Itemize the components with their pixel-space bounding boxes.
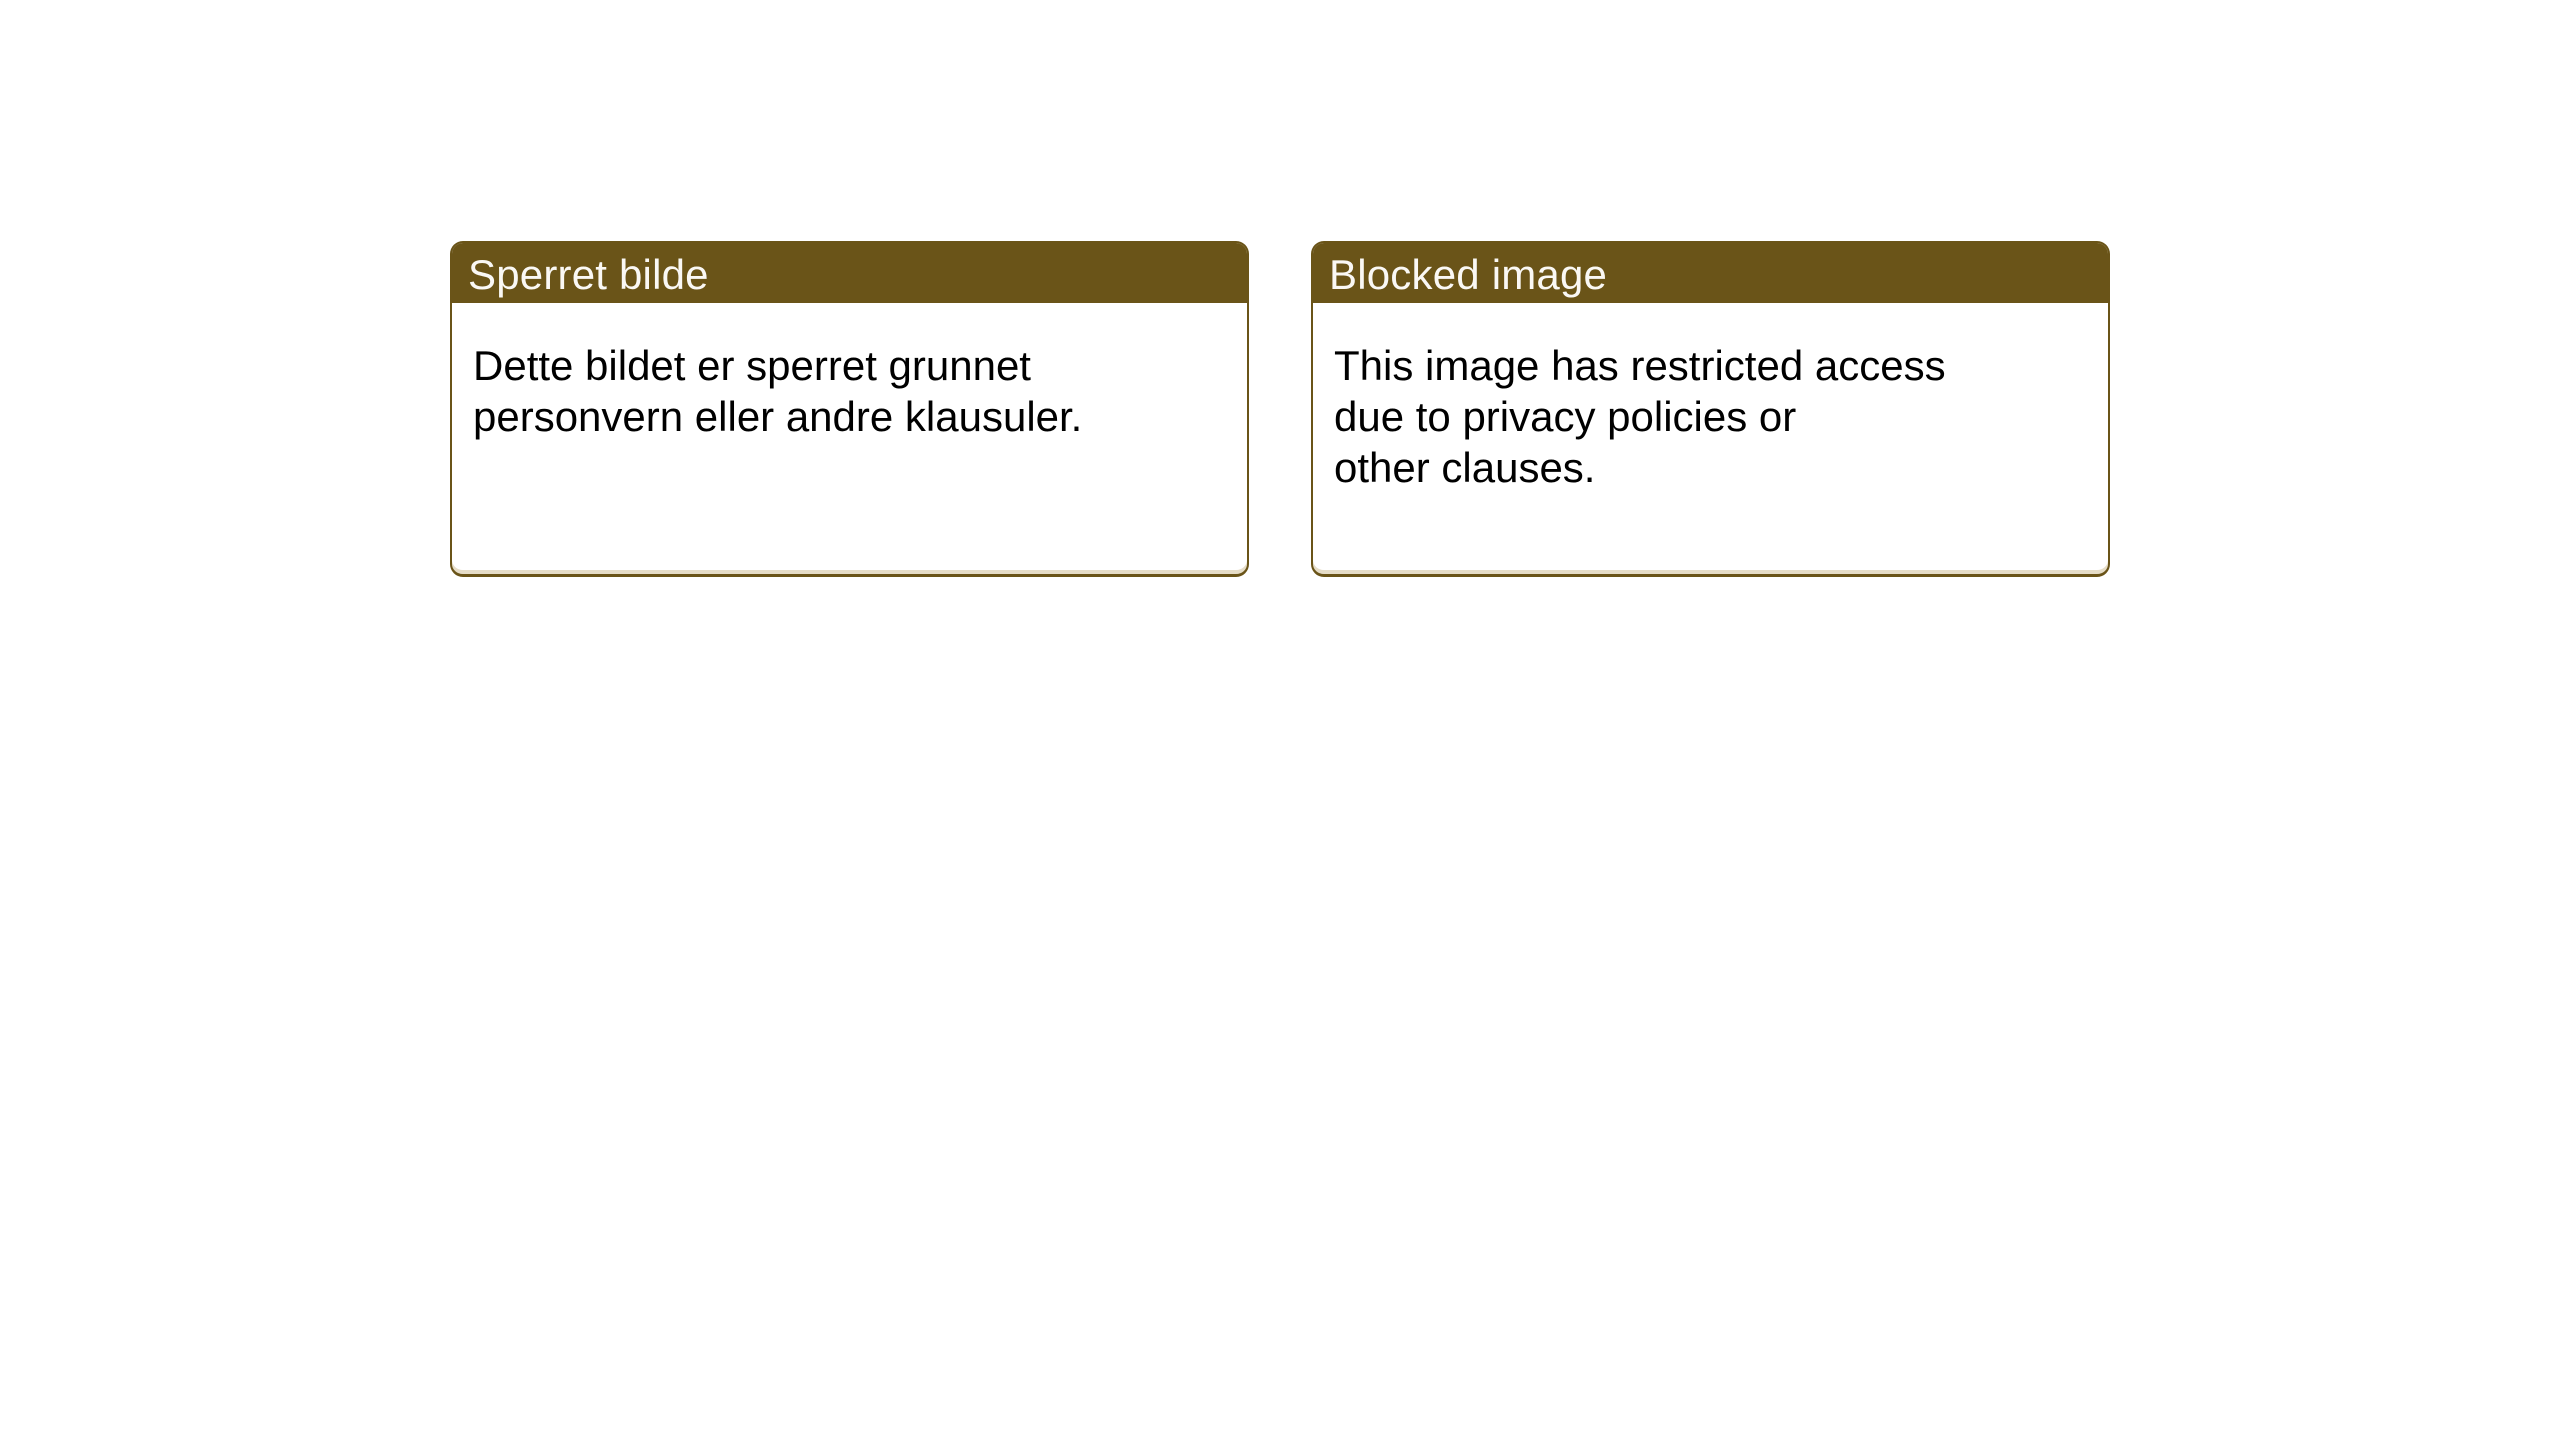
notice-text-line: due to privacy policies or <box>1334 393 1797 440</box>
card-body <box>1313 303 2108 493</box>
notice-text-line: Dette bildet er sperret grunnet <box>473 342 1031 389</box>
card-header <box>452 243 1247 303</box>
card-title: Sperret bilde <box>468 251 709 298</box>
card-body <box>452 303 1247 442</box>
blocked-image-notice-norwegian <box>450 241 1249 577</box>
notice-text-line: other clauses. <box>1334 444 1596 491</box>
card-title: Blocked image <box>1329 251 1608 298</box>
blocked-image-notice-english <box>1311 241 2110 577</box>
card-header <box>1313 243 2108 303</box>
notice-text-line: personvern eller andre klausuler. <box>473 393 1083 440</box>
notice-text-line: This image has restricted access <box>1334 342 1946 389</box>
